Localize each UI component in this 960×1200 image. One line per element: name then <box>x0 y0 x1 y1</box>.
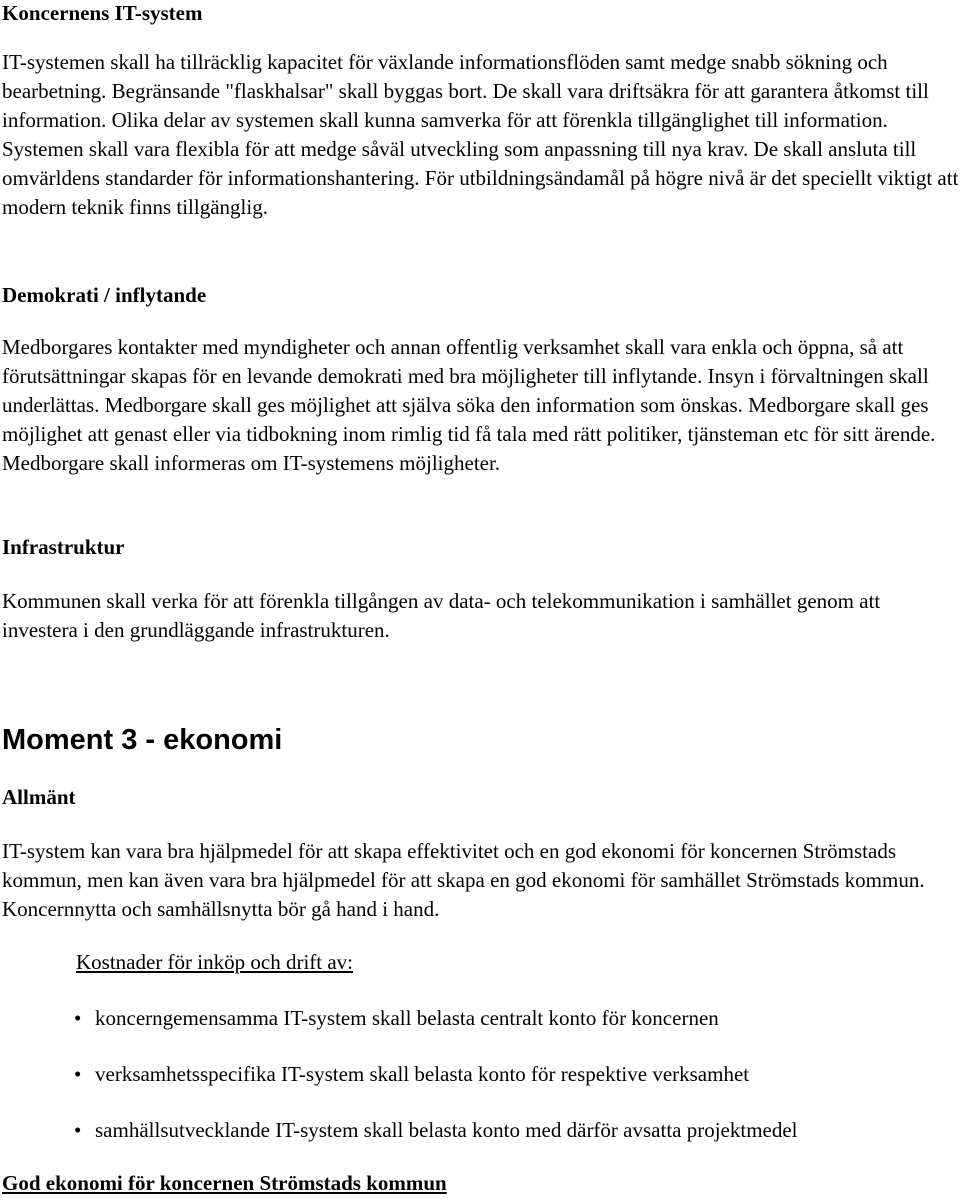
list-item <box>0 1116 960 1145</box>
paragraph-koncernens-it-system: IT-systemen skall ha tillräcklig kapacitet för växlande informationsflöden samt medge snabb sökning och bearbetning. Begränsande "flaskhalsar" skall byggas bort. De skall vara driftsäkra för att garantera åtkomst till information. Olika delar av systemen skall kunna samverka för att förenkla tillgänglighet till information. Systemen skall vara flexibla för att medge såväl utveckling som anpassning till nya krav. De skall ansluta till omvärldens standarder för informationshantering. För utbildningsändamål på högre nivå är det speciellt viktigt att modern teknik finns tillgänglig. <box>2 50 959 219</box>
heading-god-ekonomi: God ekonomi för koncernen Strömstads kommun <box>2 1171 447 1195</box>
paragraph-infrastruktur: Kommunen skall verka för att förenkla tillgången av data- och telekommunikation i samhället genom att investera i den grundläggande infrastrukturen. <box>2 589 881 642</box>
bullet-icon: • <box>74 1118 82 1142</box>
list-item <box>0 1004 960 1033</box>
heading-moment-3-ekonomi: Moment 3 - ekonomi <box>2 724 283 756</box>
list-item-text: samhällsutvecklande IT-system skall belasta konto med därför avsatta projektmedel <box>95 1118 798 1142</box>
bullet-icon: • <box>74 1006 82 1030</box>
list-item-text: koncerngemensamma IT-system skall belasta centralt konto för koncernen <box>95 1006 719 1030</box>
paragraph-allmant: IT-system kan vara bra hjälpmedel för att skapa effektivitet och en god ekonomi för koncernen Strömstads kommun, men kan även vara bra hjälpmedel för att skapa en god ekonomi för samhället Strömstads kommun. Koncernnytta och samhällsnytta bör gå hand i hand. <box>2 839 925 921</box>
list-item <box>0 1060 960 1089</box>
heading-demokrati-inflytande: Demokrati / inflytande <box>2 283 207 307</box>
bullet-icon: • <box>74 1062 82 1086</box>
heading-koncernens-it-system: Koncernens IT-system <box>2 1 203 25</box>
list-item-text: verksamhetsspecifika IT-system skall belasta konto för respektive verksamhet <box>95 1062 750 1086</box>
heading-infrastruktur: Infrastruktur <box>2 535 125 559</box>
heading-allmant: Allmänt <box>2 785 76 809</box>
paragraph-demokrati-inflytande: Medborgares kontakter med myndigheter och annan offentlig verksamhet skall vara enkla och öppna, så att förutsättningar skapas för en levande demokrati med bra möjligheter till inflytande. Insyn i förvaltningen skall underlättas. Medborgare skall ges möjlighet att själva söka den information som önskas. Medborgare skall ges möjlighet att genast eller via tidbokning inom rimlig tid få tala med rätt politiker, tjänsteman etc för sitt ärende. Medborgare skall informeras om IT-systemens möjligheter. <box>2 335 936 475</box>
heading-kostnader: Kostnader för inköp och drift av: <box>76 950 354 974</box>
